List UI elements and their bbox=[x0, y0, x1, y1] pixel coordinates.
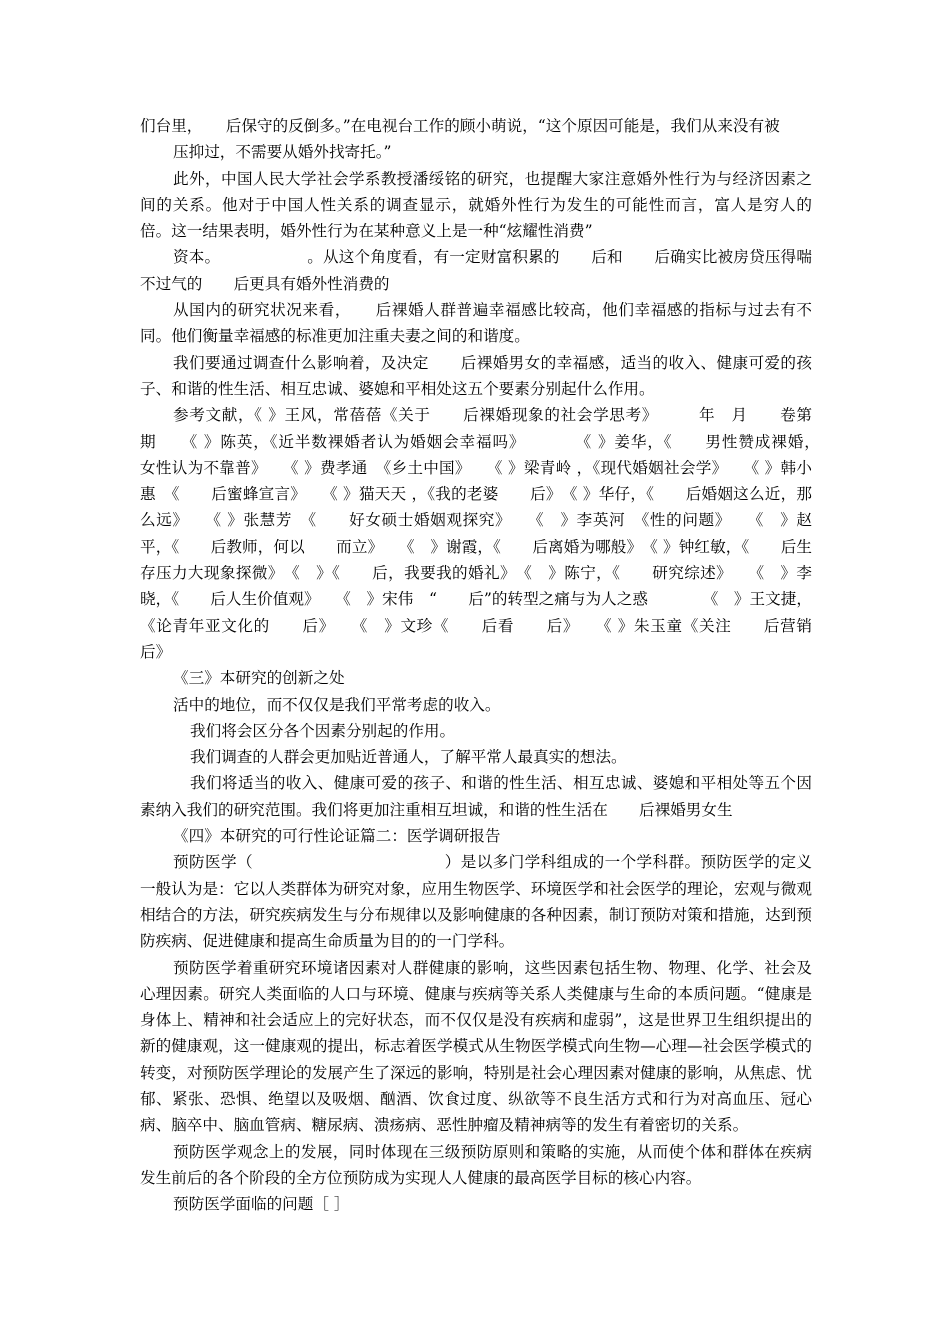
paragraph-innovation-1: 我们将会区分各个因素分别起的作用。 bbox=[190, 721, 456, 740]
paragraph-three-level-prevention: 预防医学观念上的发展，同时体现在三级预防原则和策略的实施，从而使个体和群体在疾病发生前后的各个阶段的全方位预防成为实现人人健康的最高医学目标的核心内容。 bbox=[140, 1142, 812, 1187]
paragraph-preventive-medicine-definition: 预防医学（ ）是以多门学科组成的一个学科群。预防医学的定义一般认为是：它以人类群体为研究对象，应用生物医学、环境医学和社会医学的理论，宏观与微观相结合的方法，研究疾病发生与分布规律以及影响健康的各种因素，制订预防对策和措施，达到预防疾病、促进健康和提高生命质量为目的的一门学科。 bbox=[140, 853, 812, 951]
paragraph-research-goal: 我们要通过调查什么影响着，及决定 后裸婚男女的幸福感，适当的收入、健康可爱的孩子、和谐的性生活、相互忠诚、婆媳和平相处这五个要素分别起什么作用。 bbox=[140, 353, 812, 398]
paragraph-problems-heading: 预防医学面临的问题［ ］ bbox=[173, 1195, 350, 1214]
paragraph-capital: 资本。 。从这个角度看，有一定财富积累的 后和 后确实比被房贷压得喘不过气的 后更具有婚外性消费的 bbox=[140, 248, 812, 293]
paragraph-innovation-2: 我们调查的人群会更加贴近普通人，了解平常人最真实的想法。 bbox=[190, 748, 627, 767]
section-heading-innovation: 《三》本研究的创新之处 bbox=[173, 669, 345, 688]
paragraph-quote-end: 压抑过，不需要从婚外找寄托。” bbox=[173, 143, 392, 162]
paragraph-innovation-fragment: 活中的地位，而不仅仅是我们平常考虑的收入。 bbox=[173, 695, 501, 714]
section-heading-feasibility: 《四》本研究的可行性论证篇二：医学调研报告 bbox=[173, 827, 501, 846]
document-page bbox=[140, 113, 844, 1217]
paragraph-economic-factors: 此外，中国人民大学社会学系教授潘绥铭的研究，也提醒大家注意婚外性行为与经济因素之间的关系。他对于中国人性关系的调查显示，就婚外性行为发生的可能性而言，富人是穷人的 倍。这一结果表明，婚外性行为在某种意义上是一种“炫耀性消费” bbox=[140, 169, 844, 241]
paragraph-domestic-research: 从国内的研究状况来看， 后裸婚人群普遍幸福感比较高，他们幸福感的指标与过去有不同。他们衡量幸福感的标准更加注重夫妻之间的和谐度。 bbox=[140, 301, 812, 346]
paragraph-references: 参考文献，《 》王风，常蓓蓓《关于 后裸婚现象的社会学思考》 年 月 卷第 期 《 》陈英，《近半数裸婚者认为婚姻会幸福吗》 《 》姜华，《 男性赞成裸婚， 女性认为不靠普》 《 》费孝通 《乡土中国》 《 》梁青岭 ，《现代婚姻社会学》 《 》韩小惠 《 后蜜蜂宣言》 《 》猫天天 ，《我的老婆 后》 《 》华仔，《 后婚姻这么近，那么远》 《 》张慧芳 《 好女硕士婚姻观探究》 《 》李英河 《性的问题》 《 》赵平，《 后教师，何以 而立》 《 》谢霞，《 后离婚为哪般》 《 》钟红敏，《 后生存压力大现象探微》 《 》《 后，我要我的婚礼》 《 》陈宁，《 研究综述》 《 》李晓，《 后人生价值观》 《 》宋伟 “ 后”的转型之痛与为人之惑 《 》王文捷，《论青年亚文化的 后》 《 》文珍《 后看 后》 《 》朱玉童《关注 后营销 后》 bbox=[140, 406, 844, 661]
paragraph-continuation: 们台里， 后保守的反倒多。”在电视台工作的顾小萌说，“这个原因可能是，我们从来没有被 bbox=[140, 117, 780, 135]
paragraph-environment-factors: 预防医学着重研究环境诸因素对人群健康的影响，这些因素包括生物、物理、化学、社会及心理因素。研究人类面临的人口与环境、健康与疾病等关系人类健康与生命的本质问题。“健康是身体上、精神和社会适应上的完好状态，而不仅仅是没有疾病和虚弱”，这是世界卫生组织提出的新的健康观，这一健康观的提出，标志着医学模式从生物医学模式向生物—心理—社会医学模式的转变，对预防医学理论的发展产生了深远的影响，特别是社会心理因素对健康的影响，从焦虑、忧郁、紧张、恐惧、绝望以及吸烟、酗酒、饮食过度、纵欲等不良生活方式和行为对高血压、冠心病、脑卒中、脑血管病、糖尿病、溃疡病、恶性肿瘤及精神病等的发生有着密切的关系。 bbox=[140, 958, 812, 1135]
paragraph-innovation-3: 我们将适当的收入、健康可爱的孩子、和谐的性生活、相互忠诚、婆媳和平相处等五个因素纳入我们的研究范围。我们将更加注重相互坦诚，和谐的性生活在 后裸婚男女生 bbox=[140, 774, 812, 819]
